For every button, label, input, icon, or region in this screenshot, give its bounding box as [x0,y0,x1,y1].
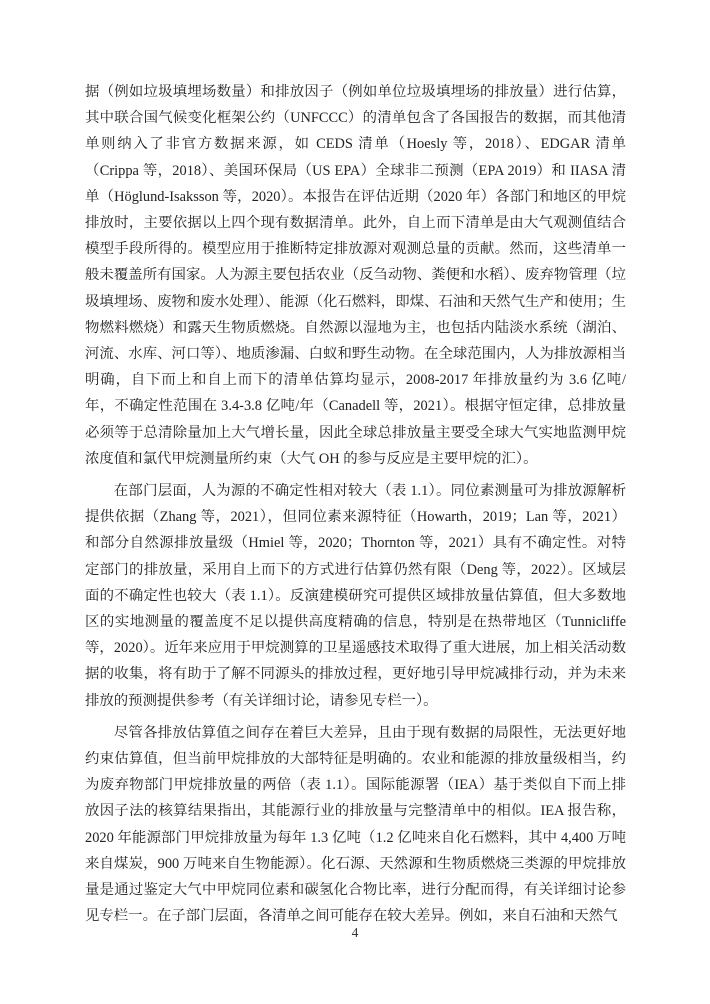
page-body-text [85,79,626,936]
paragraph-continuation-inventories: 据（例如垃圾填埋场数量）和排放因子（例如单位垃圾填埋场的排放量）进行估算，其中联合国气候变化框架公约（UNFCCC）的清单包含了各国报告的数据，而其他清单则纳入了非官方数据来源，如 CEDS 清单（Hoesly 等，2018）、EDGAR 清单（Crippa 等，2018）、美国环保局（US EPA）全球非二预测（EPA 2019）和 IIASA 清单（Höglund-Isaksson 等，2020）。本报告在评估近期（2020 年）各部门和地区的甲烷排放时，主要依据以上四个现有数据清单。此外，自上而下清单是由大气观测值结合模型手段所得的。模型应用于推断特定排放源对观测总量的贡献。然而，这些清单一般未覆盖所有国家。人为源主要包括农业（反刍动物、粪便和水稻）、废弃物管理（垃圾填埋场、废物和废水处理）、能源（化石燃料，即煤、石油和天然气生产和使用；生物燃料燃烧）和露天生物质燃烧。自然源以湿地为主，也包括内陆淡水系统（湖泊、河流、水库、河口等）、地质渗漏、白蚁和野生动物。在全球范围内，人为排放源相当明确，自下而上和自上而下的清单估算均显示，2008-2017 年排放量约为 3.6 亿吨/年，不确定性范围在 3.4-3.8 亿吨/年（Canadell 等，2021）。根据守恒定律，总排放量必须等于总清除量加上大气增长量，因此全球总排放量主要受全球大气实地监测甲烷浓度值和氯代甲烷测量所约束（大气 OH 的参与反应是主要甲烷的汇）。 [85,84,626,467]
paragraph-sector-uncertainty: 在部门层面，人为源的不确定性相对较大（表 1.1）。同位素测量可为排放源解析提供依据（Zhang 等，2021），但同位素来源特征（Howarth，2019；Lan 等，2021）和部分自然源排放量级（Hmiel 等，2020；Thornton 等，2021）具有不确定性。对特定部门的排放量，采用自上而下的方式进行估算仍然有限（Deng 等，2022）。区域层面的不确定性也较大（表 1.1）。反演建模研究可提供区域排放量估算值，但大多数地区的实地测量的覆盖度不足以提供高度精确的信息，特别是在热带地区（Tunnicliffe 等，2020）。近年来应用于甲烷测算的卫星遥感技术取得了重大进展，加上相关活动数据的收集，将有助于了解不同源头的排放过程，更好地引导甲烷减排行动，并为未来排放的预测提供参考（有关详细讨论，请参见专栏一）。 [85,483,626,709]
paragraph-emission-characteristics: 尽管各排放估算值之间存在着巨大差异，且由于现有数据的局限性，无法更好地约束估算值，但当前甲烷排放的大部特征是明确的。农业和能源的排放量级相当，约为废弃物部门甲烷排放量的两倍（表 1.1）。国际能源署（IEA）基于类似自下而上排放因子法的核算结果指出，其能源行业的排放量与完整清单中的相似。IEA 报告称，2020 年能源部门甲烷排放量为每年 1.3 亿吨（1.2 亿吨来自化石燃料，其中 4,400 万吨来自煤炭，900 万吨来自生物能源）。化石源、天然源和生物质燃烧三类源的甲烷排放量是通过鉴定大气中甲烷同位素和碳氢化合物比率，进行分配而得，有关详细讨论参见专栏一。在子部门层面，各清单之间可能存在较大差异。例如，来自石油和天然气 [85,724,626,925]
page-number: 4 [351,925,359,940]
